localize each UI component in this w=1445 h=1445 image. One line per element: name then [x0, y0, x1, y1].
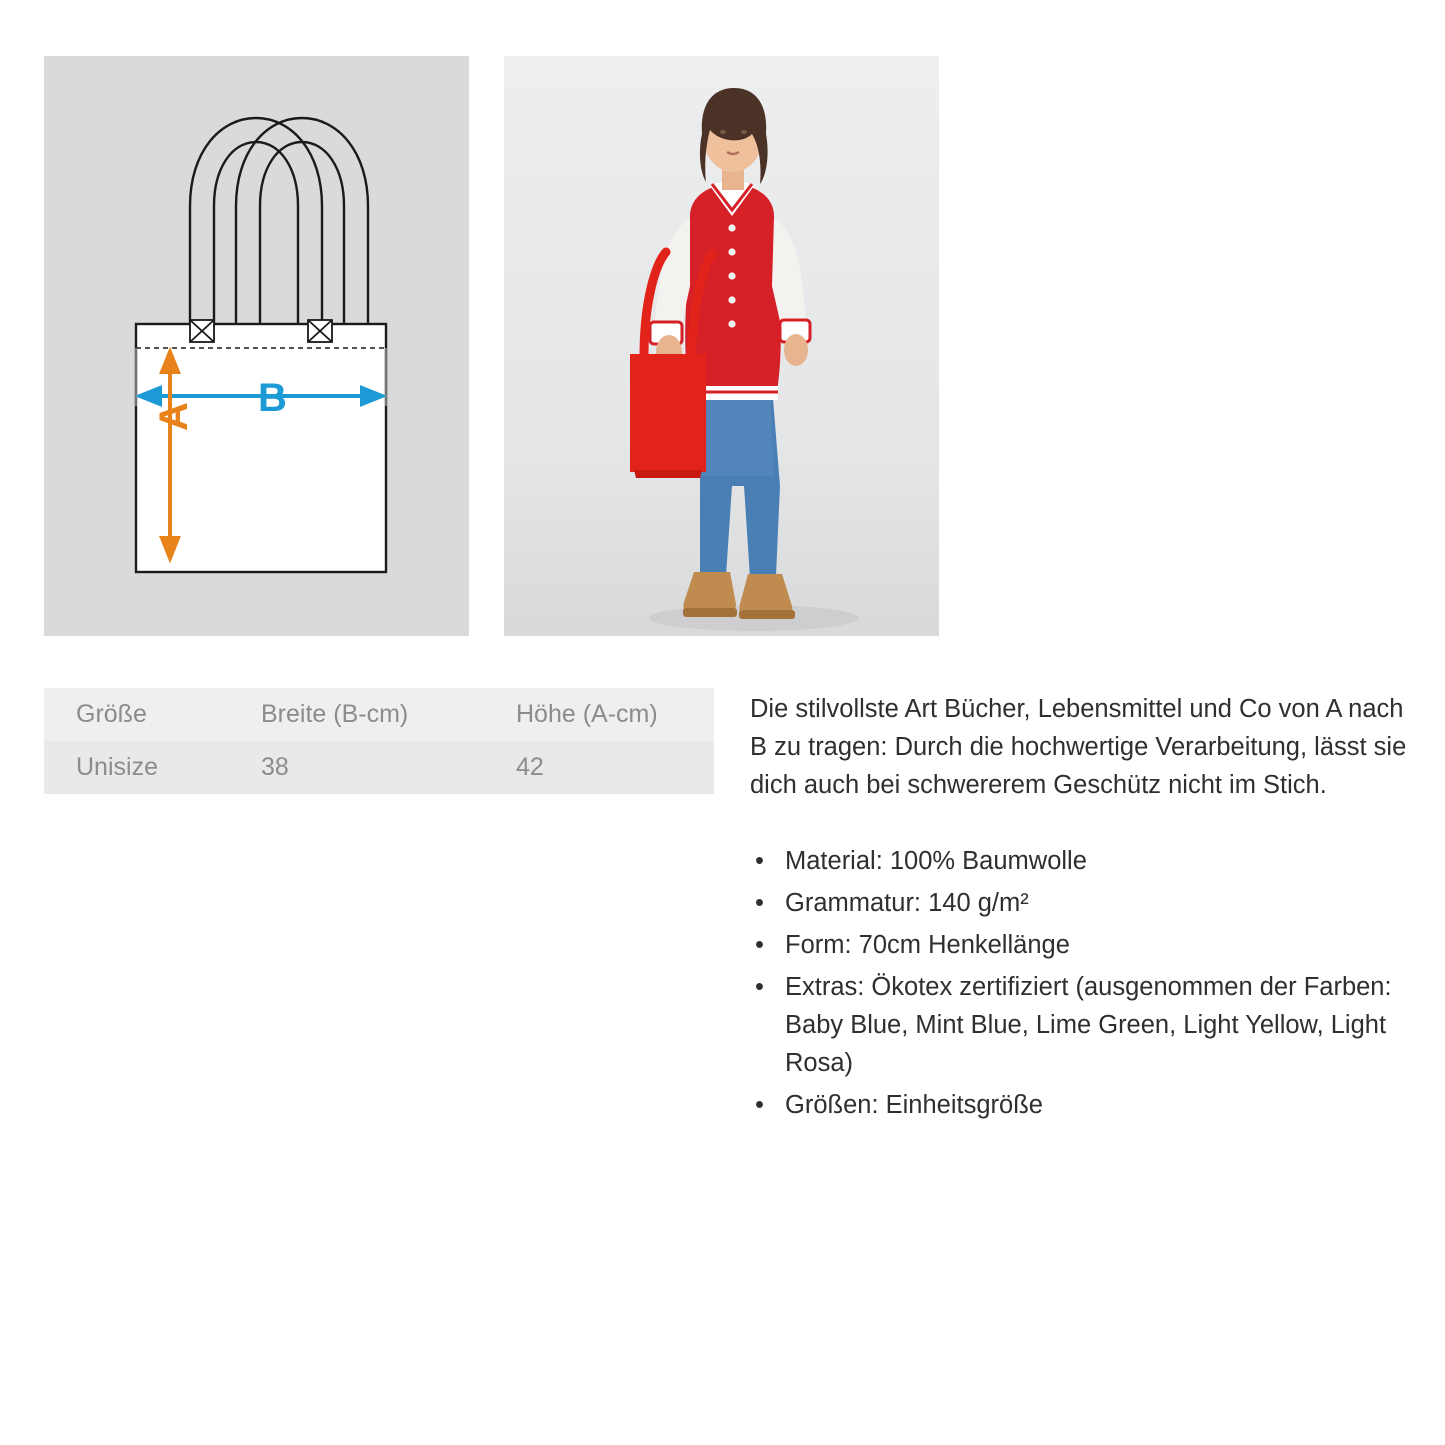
diagram-label-width: B [258, 376, 287, 420]
bullet-icon: • [755, 931, 764, 959]
bullet-icon: • [755, 973, 764, 1001]
table-row [44, 741, 714, 794]
spec-item-label: Form: 70cm Henkellänge [785, 931, 1070, 959]
cell-height: 42 [516, 753, 544, 781]
spec-item-label: Größen: Einheitsgröße [785, 1091, 1043, 1119]
model-photo-panel [504, 56, 939, 636]
cell-width: 38 [261, 753, 289, 781]
spec-item-extras [750, 968, 1410, 1082]
table-header-height: Höhe (A-cm) [516, 700, 658, 728]
spec-item-groessen [750, 1086, 1410, 1124]
spec-item-label: Grammatur: 140 g/m² [785, 889, 1029, 917]
description-paragraph: Die stilvollste Art Bücher, Lebensmittel und Co von A nach B zu tragen: Durch die hochwertige Verarbeitung, lässt sie dich auch bei schwererem Geschütz nicht im Stich. [750, 695, 1407, 799]
table-header-size: Größe [76, 700, 147, 728]
bullet-icon: • [755, 847, 764, 875]
spec-item-material [750, 842, 1410, 880]
size-table [44, 688, 714, 794]
product-description [750, 690, 1410, 1128]
product-images-row [44, 56, 939, 636]
spec-item-label: Extras: Ökotex zertifiziert (ausgenommen der Farben: Baby Blue, Mint Blue, Lime Green, Light Yellow, Light Rosa) [785, 973, 1392, 1077]
spec-item-grammatur [750, 884, 1410, 922]
diagram-label-height: A [152, 402, 196, 431]
spec-list [750, 842, 1410, 1124]
bullet-icon: • [755, 1091, 764, 1119]
spec-item-form [750, 926, 1410, 964]
tote-bag-measurement-diagram [44, 56, 469, 636]
table-header-row [44, 688, 714, 741]
bullet-icon: • [755, 889, 764, 917]
model-photo-illustration [504, 56, 939, 636]
table-header-width: Breite (B-cm) [261, 700, 409, 728]
size-diagram-panel [44, 56, 469, 636]
spec-item-label: Material: 100% Baumwolle [785, 847, 1087, 875]
cell-size: Unisize [76, 753, 158, 781]
